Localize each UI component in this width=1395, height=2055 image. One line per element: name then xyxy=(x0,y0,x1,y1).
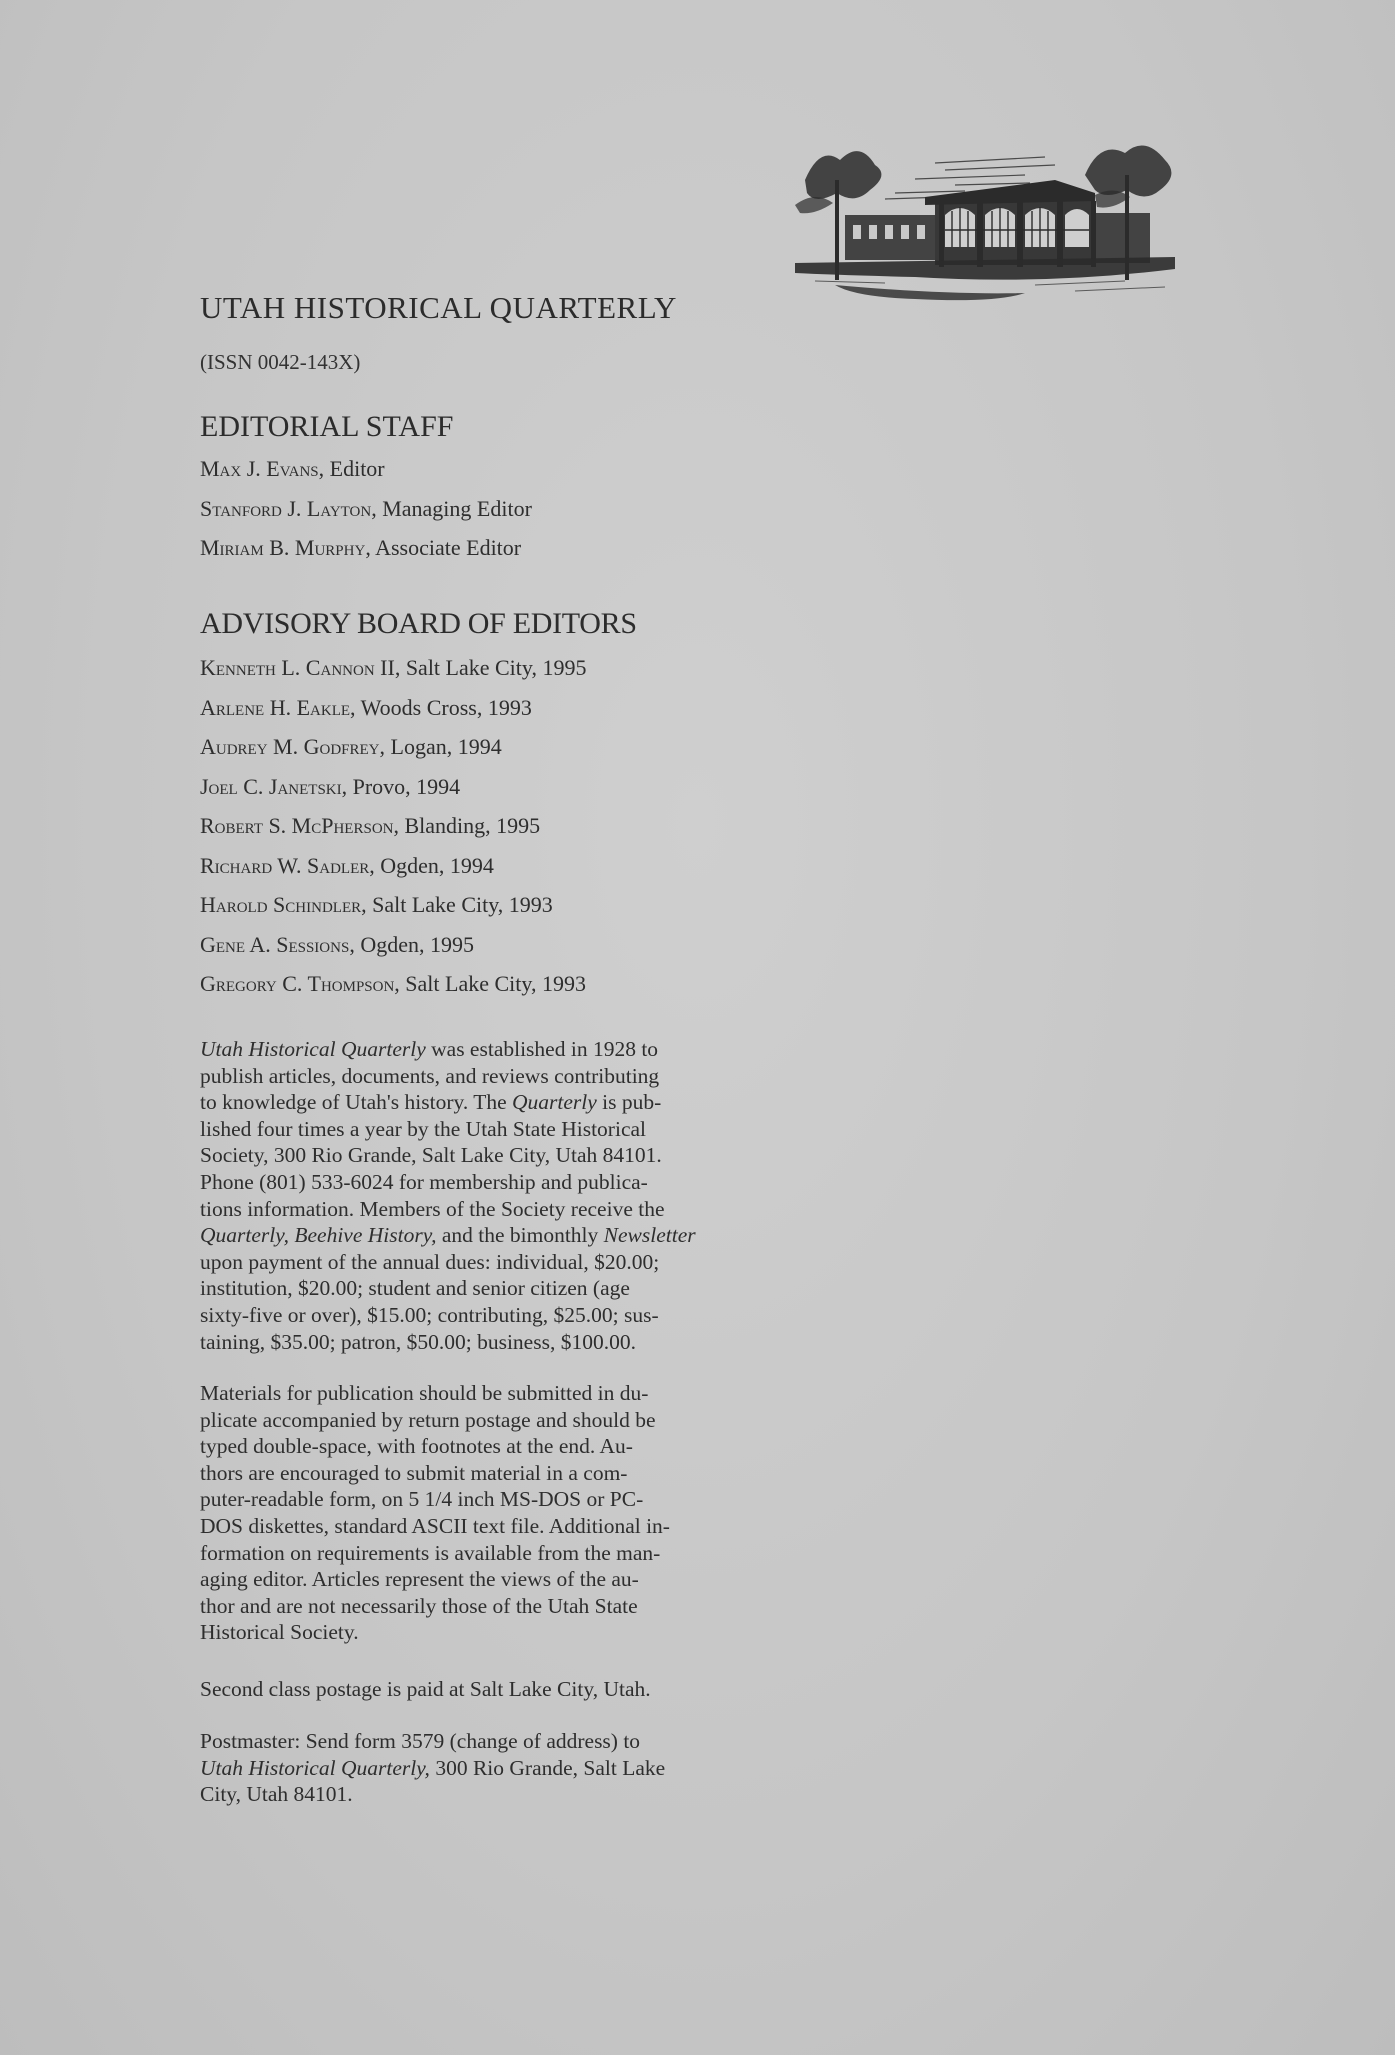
text-line: tions information. Members of the Society receive the xyxy=(200,1196,665,1221)
text-fragment: and the bimonthly xyxy=(436,1223,604,1248)
board-member-detail: , Salt Lake City, 1993 xyxy=(361,892,553,917)
board-member xyxy=(200,806,586,846)
journal-name-italic: Utah Historical Quarterly, xyxy=(200,1755,430,1780)
building-illustration xyxy=(795,135,1175,310)
text-fragment: is pub- xyxy=(596,1090,662,1115)
board-member xyxy=(200,846,586,886)
board-member-detail: , Ogden, 1995 xyxy=(349,931,474,957)
text-line: thors are encouraged to submit material in a com- xyxy=(200,1460,628,1485)
text-line: Postmaster: Send form 3579 (change of address) to xyxy=(200,1729,641,1753)
board-member xyxy=(200,964,586,1004)
editorial-staff-list xyxy=(200,449,532,568)
text-line: aging editor. Articles represent the views of the au- xyxy=(200,1567,639,1592)
text-line: DOS diskettes, standard ASCII text file. Additional in- xyxy=(200,1513,670,1538)
board-member-name: Gregory C. Thompson xyxy=(200,971,395,996)
text-line: sixty-five or over), $15.00; contributing, $25.00; sus- xyxy=(200,1302,659,1327)
text-line: Phone (801) 533-6024 for membership and publica- xyxy=(200,1169,648,1194)
text-line xyxy=(200,1036,790,1063)
text-line xyxy=(200,1222,790,1249)
text-fragment: 300 Rio Grande, Salt Lake xyxy=(429,1755,666,1780)
advisory-board-list xyxy=(200,648,586,1004)
postmaster-paragraph xyxy=(200,1728,790,1808)
text-line: taining, $35.00; patron, $50.00; business, $100.00. xyxy=(200,1329,636,1354)
submissions-paragraph xyxy=(200,1380,790,1646)
text-line: puter-readable form, on 5 1/4 inch MS-DOS or PC- xyxy=(200,1487,644,1512)
text-line: Historical Society. xyxy=(200,1620,359,1645)
board-member-name: Richard W. Sadler xyxy=(200,852,370,878)
text-line: upon payment of the annual dues: individual, $20.00; xyxy=(200,1249,660,1274)
journal-title: UTAH HISTORICAL QUARTERLY xyxy=(200,290,677,325)
staff-role: , Associate Editor xyxy=(365,535,522,560)
board-member-name: Kenneth L. Cannon II xyxy=(200,655,395,680)
advisory-board-heading: ADVISORY BOARD OF EDITORS xyxy=(200,607,637,640)
board-member-name: Robert S. McPherson xyxy=(200,813,394,838)
board-member-name: Joel C. Janetski xyxy=(200,773,342,799)
staff-member xyxy=(200,489,532,529)
text-line: institution, $20.00; student and senior citizen (age xyxy=(200,1276,630,1301)
text-line: plicate accompanied by return postage and should be xyxy=(200,1407,656,1432)
board-member-name: Audrey M. Godfrey xyxy=(200,734,380,759)
text-line: formation on requirements is available from the man- xyxy=(200,1540,661,1565)
board-member-detail: , Provo, 1994 xyxy=(341,773,461,799)
editorial-staff-heading: EDITORIAL STAFF xyxy=(200,410,454,443)
board-member xyxy=(200,925,586,965)
text-fragment: to knowledge of Utah's history. The xyxy=(200,1090,512,1115)
text-line: Society, 300 Rio Grande, Salt Lake City, Utah 84101. xyxy=(200,1143,662,1168)
text-line: publish articles, documents, and reviews contributing xyxy=(200,1063,660,1088)
board-member xyxy=(200,767,586,807)
board-member-detail: , Salt Lake City, 1995 xyxy=(394,655,587,680)
publications-italic: Quarterly, Beehive History, xyxy=(200,1223,437,1248)
text-line: Second class postage is paid at Salt Lake City, Utah. xyxy=(200,1677,651,1701)
text-line: thor and are not necessarily those of the Utah State xyxy=(200,1593,638,1618)
staff-role: , Editor xyxy=(318,456,385,481)
board-member xyxy=(200,727,586,767)
staff-role: , Managing Editor xyxy=(371,495,532,521)
board-member xyxy=(200,688,586,728)
text-line: lished four times a year by the Utah State Historical xyxy=(200,1116,646,1141)
staff-name: Stanford J. Layton xyxy=(200,495,372,521)
board-member-detail: , Logan, 1994 xyxy=(379,734,502,759)
board-member-detail: , Blanding, 1995 xyxy=(393,813,541,838)
board-member xyxy=(200,648,586,688)
text-line: typed double-space, with footnotes at the end. Au- xyxy=(200,1434,633,1459)
text-line xyxy=(200,1089,790,1116)
board-member-name: Harold Schindler xyxy=(200,892,362,917)
board-member-detail: , Ogden, 1994 xyxy=(369,852,494,878)
about-paragraph xyxy=(200,1036,790,1355)
quarterly-italic: Quarterly xyxy=(512,1090,597,1115)
staff-member xyxy=(200,449,532,489)
text-fragment: was established in 1928 to xyxy=(425,1037,659,1061)
board-member-name: Arlene H. Eakle xyxy=(200,694,351,720)
issn-number: (ISSN 0042-143X) xyxy=(200,350,361,374)
text-line: Materials for publication should be submitted in du- xyxy=(200,1381,649,1405)
journal-name-italic: Utah Historical Quarterly xyxy=(200,1037,426,1061)
newsletter-italic: Newsletter xyxy=(603,1223,696,1248)
text-line xyxy=(200,1755,790,1782)
staff-name: Max J. Evans xyxy=(200,456,319,481)
staff-name: Miriam B. Murphy xyxy=(200,535,366,560)
board-member-name: Gene A. Sessions xyxy=(200,931,350,957)
text-line: City, Utah 84101. xyxy=(200,1782,353,1807)
postage-paragraph xyxy=(200,1676,790,1703)
staff-member xyxy=(200,528,532,568)
board-member xyxy=(200,885,586,925)
board-member-detail: , Woods Cross, 1993 xyxy=(350,694,532,720)
board-member-detail: , Salt Lake City, 1993 xyxy=(394,971,586,996)
